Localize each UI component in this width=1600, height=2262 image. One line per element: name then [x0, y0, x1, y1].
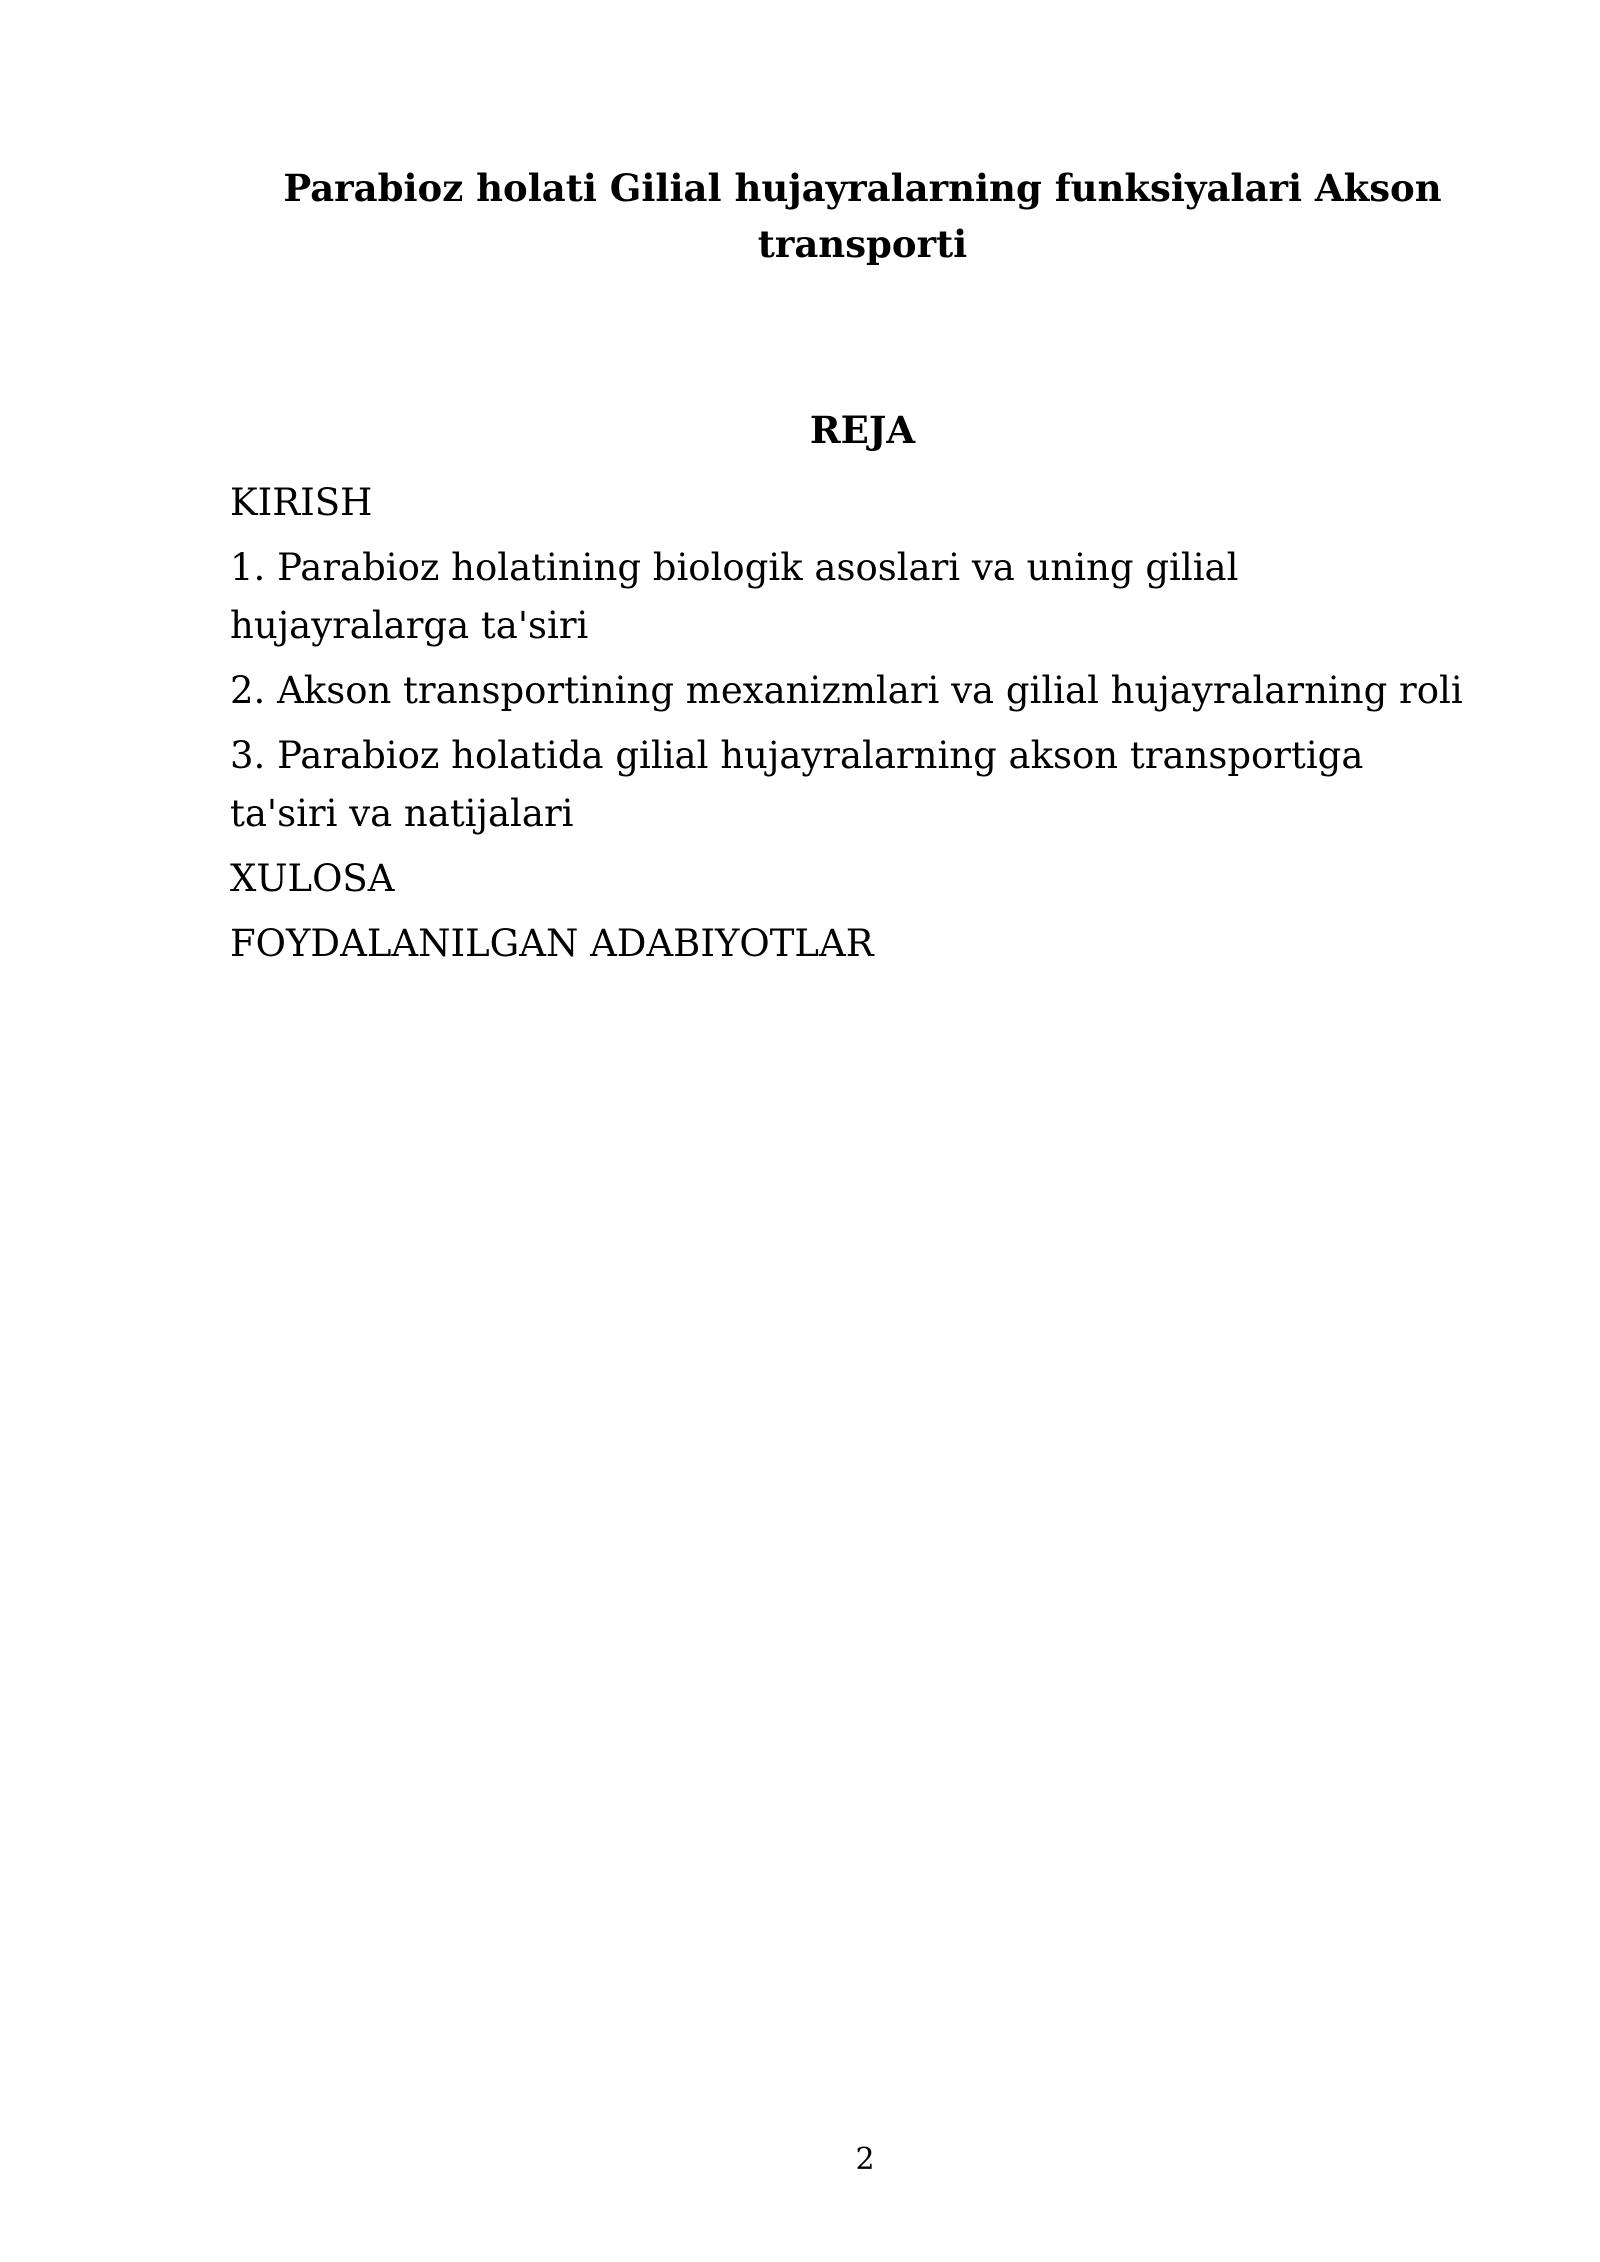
plan-heading: REJA — [809, 408, 916, 452]
plan-item-1: 1. Parabioz holatining biologik asoslari va uning gilial hujayralarga ta'siri — [230, 546, 1239, 647]
plan-item-3: 3. Parabioz holatida gilial hujayralarning akson transportiga ta'siri va natijalari — [230, 734, 1364, 835]
plan-item-conclusion: XULOSA — [230, 857, 395, 900]
plan-item-introduction: KIRISH — [230, 481, 373, 524]
document-title: Parabioz holati Gilial hujayralarning funksiyalari Akson transporti — [283, 166, 1442, 266]
plan-item-2: 2. Akson transportining mexanizmlari va gilial hujayralarning roli — [230, 669, 1463, 712]
plan-item-references: FOYDALANILGAN ADABIYOTLAR — [230, 922, 874, 965]
page-number: 2 — [855, 2142, 875, 2177]
plan-list — [230, 474, 1530, 980]
